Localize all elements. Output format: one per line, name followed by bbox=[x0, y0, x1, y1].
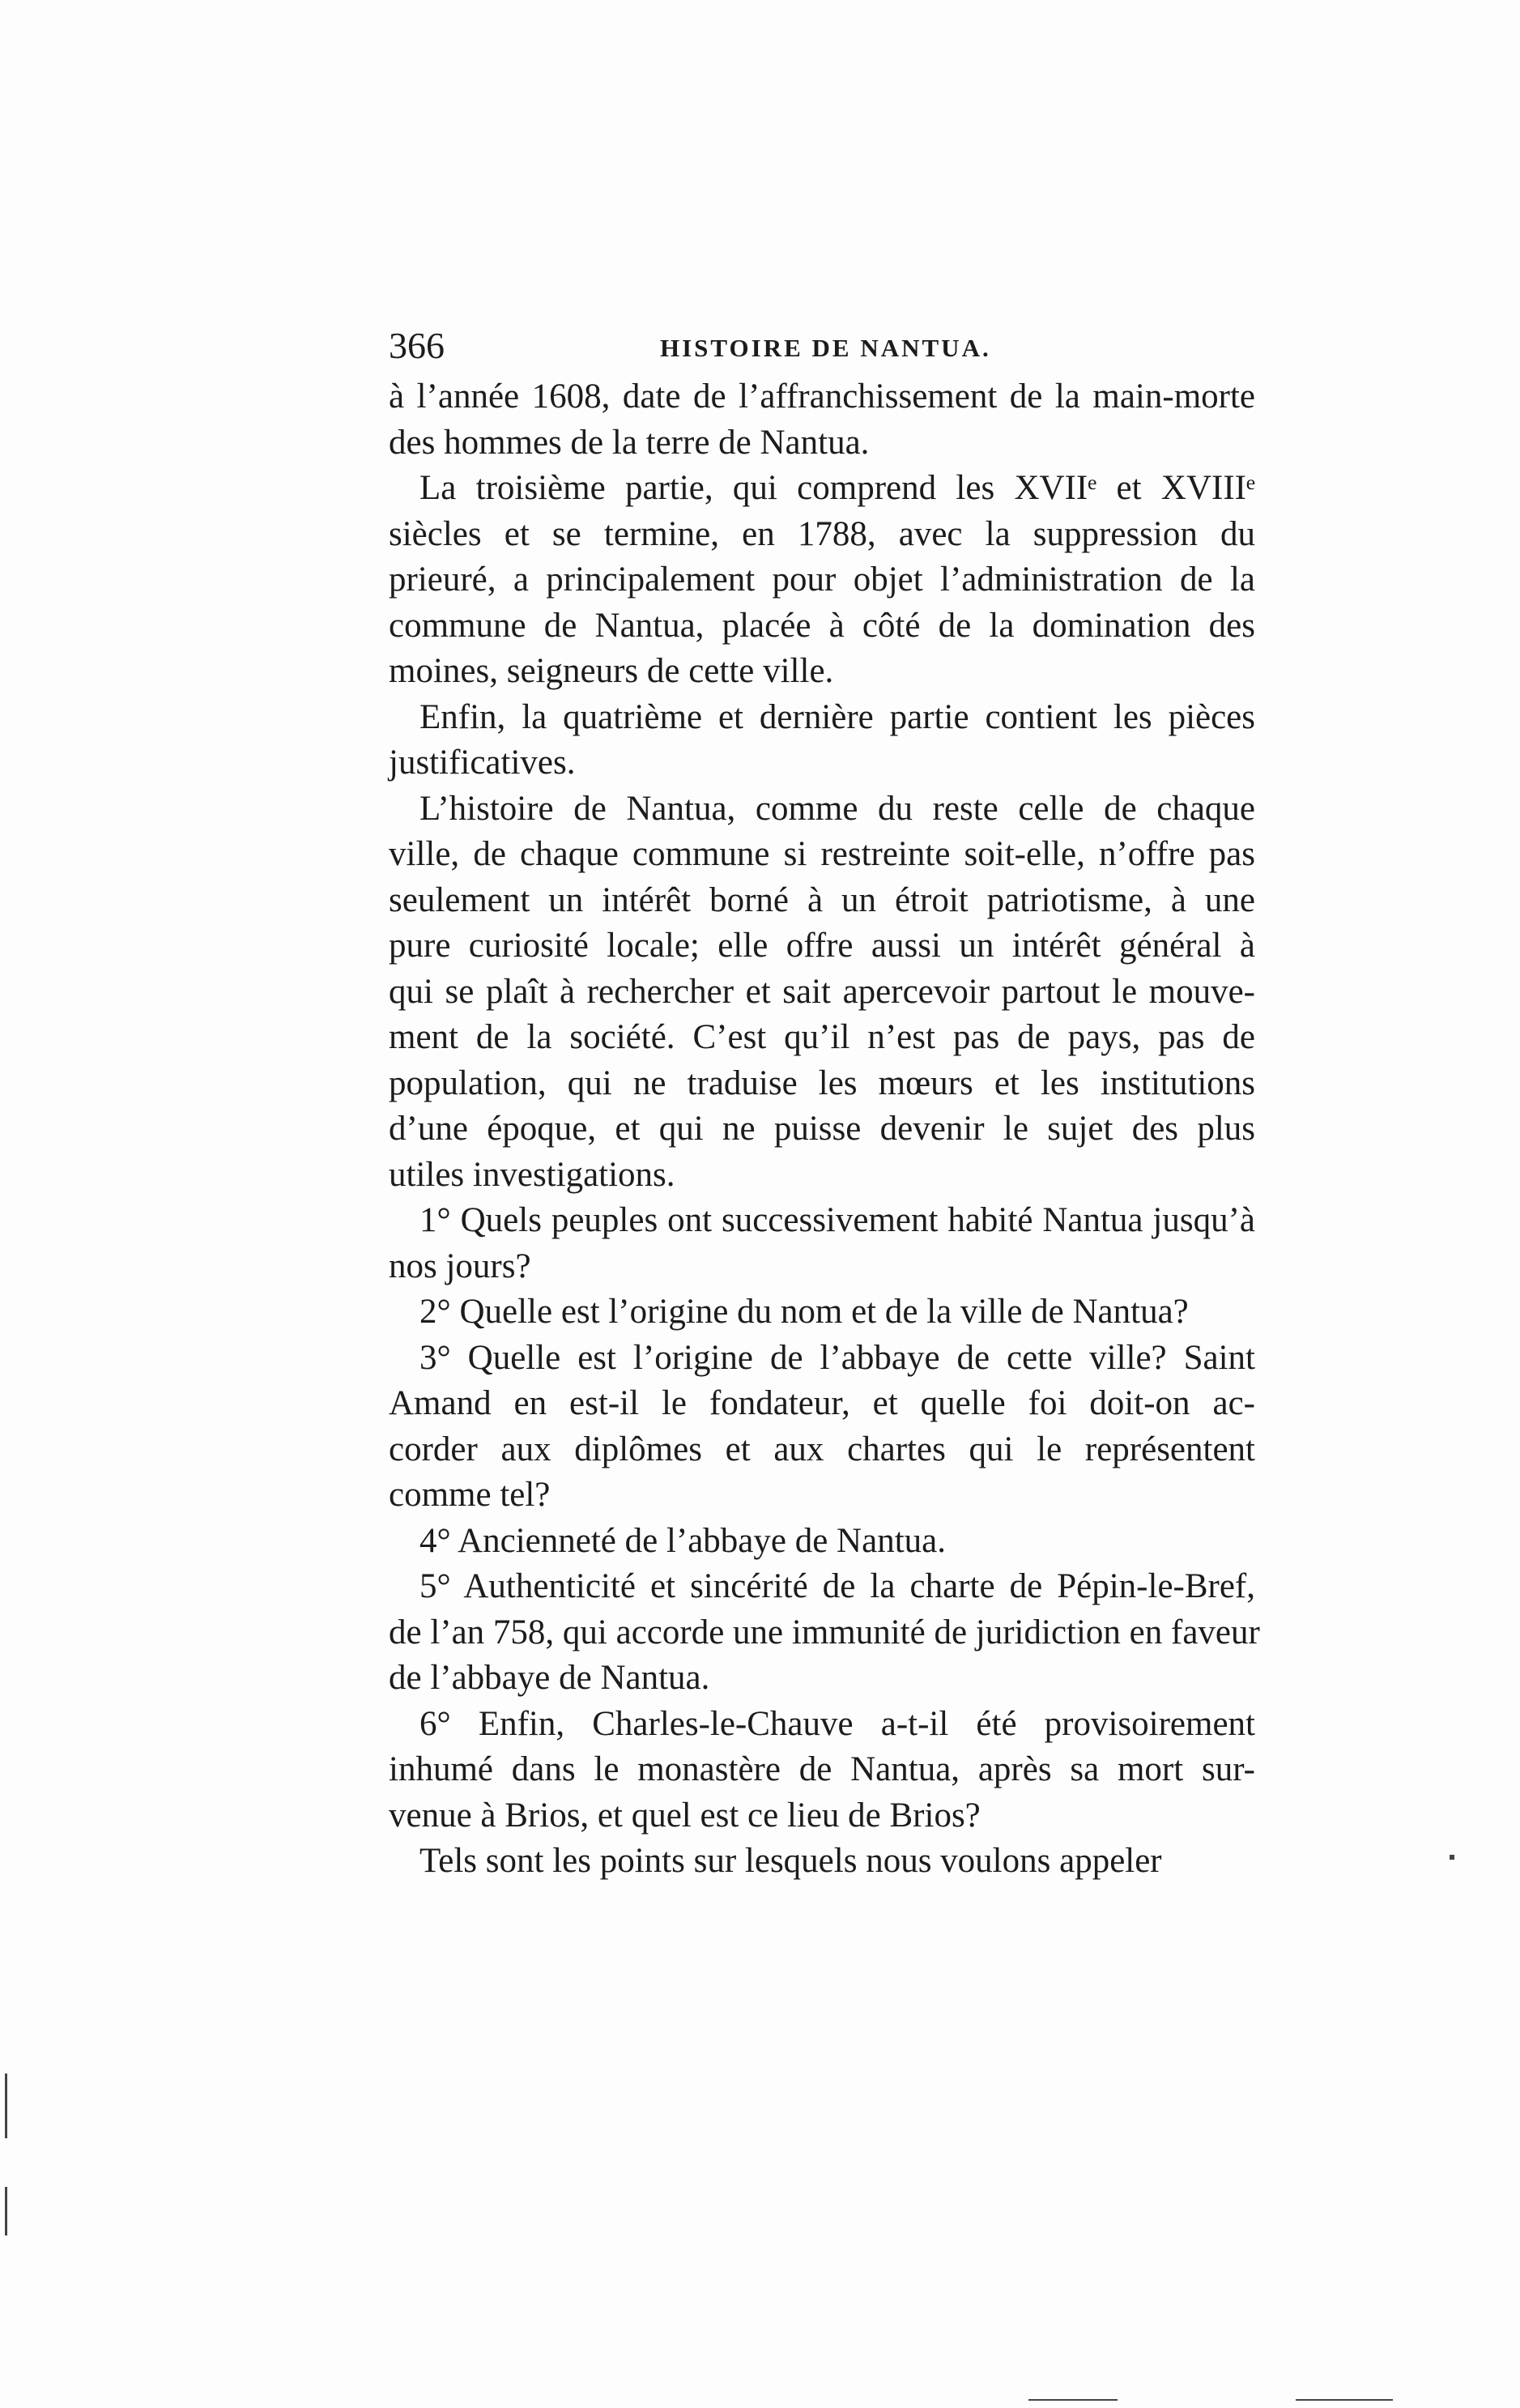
text-line: seulement un intérêt borné à un étroit patriotisme, à une bbox=[389, 880, 1255, 919]
text-line: 5° Authenticité et sincérité de la charte de Pépin-le-Bref, bbox=[419, 1567, 1255, 1605]
text-line: nos jours? bbox=[389, 1247, 531, 1285]
text-line: Enfin, la quatrième et dernière partie contient les pièces bbox=[419, 697, 1255, 736]
text-line: Amand en est-il le fondateur, et quelle foi doit-on ac- bbox=[389, 1384, 1255, 1422]
text-line: à l’année 1608, date de l’affranchissement de la main-morte bbox=[389, 377, 1255, 416]
paragraph bbox=[389, 1336, 1255, 1519]
text-line: La troisième partie, qui comprend les XVIIᵉ et XVIIIᵉ bbox=[419, 469, 1255, 507]
paragraph bbox=[389, 374, 1255, 466]
scan-mark bbox=[1296, 2399, 1393, 2401]
paragraph bbox=[389, 786, 1255, 1199]
text-line: venue à Brios, et quel est ce lieu de Brios? bbox=[389, 1796, 981, 1835]
body-text bbox=[389, 374, 1260, 1885]
paragraph bbox=[389, 1839, 1255, 1885]
text-line: population, qui ne traduise les mœurs et les institutions bbox=[389, 1063, 1255, 1102]
text-line: qui se plaît à rechercher et sait apercevoir partout le mouve- bbox=[389, 972, 1255, 1011]
scan-mark bbox=[1450, 1855, 1454, 1860]
paragraph bbox=[389, 695, 1255, 786]
text-line: inhumé dans le monastère de Nantua, après sa mort sur- bbox=[389, 1750, 1255, 1788]
running-title: HISTOIRE DE NANTUA. bbox=[660, 334, 991, 362]
text-line: pure curiosité locale; elle offre aussi un intérêt général à bbox=[389, 927, 1255, 965]
text-line: de l’abbaye de Nantua. bbox=[389, 1659, 710, 1697]
paragraph bbox=[389, 1198, 1255, 1289]
text-line: justificatives. bbox=[389, 744, 576, 782]
text-line: de l’an 758, qui accorde une immunité de juridiction en faveur bbox=[389, 1613, 1260, 1652]
paragraph bbox=[389, 1519, 1255, 1565]
paragraph bbox=[389, 1564, 1260, 1702]
text-line: 3° Quelle est l’origine de l’abbaye de cette ville? Saint bbox=[419, 1338, 1255, 1377]
text-line: commune de Nantua, placée à côté de la domination des bbox=[389, 606, 1255, 645]
text-line: 1° Quels peuples ont successivement habité Nantua jusqu’à bbox=[419, 1201, 1255, 1239]
paragraph bbox=[389, 1289, 1255, 1336]
text-line: ment de la société. C’est qu’il n’est pas de pays, pas de bbox=[389, 1018, 1255, 1056]
text-line: Tels sont les points sur lesquels nous voulons appeler bbox=[419, 1842, 1162, 1880]
text-line: ville, de chaque commune si restreinte soit-elle, n’offre pas bbox=[389, 835, 1255, 873]
text-line: prieuré, a principalement pour objet l’administration de la bbox=[389, 560, 1255, 599]
text-line: 2° Quelle est l’origine du nom et de la ville de Nantua? bbox=[419, 1293, 1189, 1331]
scan-mark bbox=[5, 2073, 7, 2138]
text-line: 4° Ancienneté de l’abbaye de Nantua. bbox=[419, 1521, 946, 1560]
text-line: L’histoire de Nantua, comme du reste celle de chaque bbox=[419, 789, 1255, 828]
text-line: des hommes de la terre de Nantua. bbox=[389, 423, 870, 462]
text-line: d’une époque, et qui ne puisse devenir le sujet des plus bbox=[389, 1110, 1255, 1148]
text-line: corder aux diplômes et aux chartes qui le représentent bbox=[389, 1430, 1255, 1468]
paragraph bbox=[389, 466, 1255, 695]
text-line: moines, seigneurs de cette ville. bbox=[389, 652, 834, 690]
scan-mark bbox=[1028, 2399, 1118, 2401]
text-line: 6° Enfin, Charles-le-Chauve a-t-il été provisoirement bbox=[419, 1704, 1255, 1743]
scan-mark bbox=[5, 2187, 7, 2235]
page-header bbox=[389, 324, 1255, 373]
page-number: 366 bbox=[389, 325, 445, 366]
text-line: utiles investigations. bbox=[389, 1155, 675, 1194]
text-line: comme tel? bbox=[389, 1476, 551, 1514]
text-line: siècles et se termine, en 1788, avec la suppression du bbox=[389, 514, 1255, 553]
paragraph bbox=[389, 1702, 1255, 1839]
